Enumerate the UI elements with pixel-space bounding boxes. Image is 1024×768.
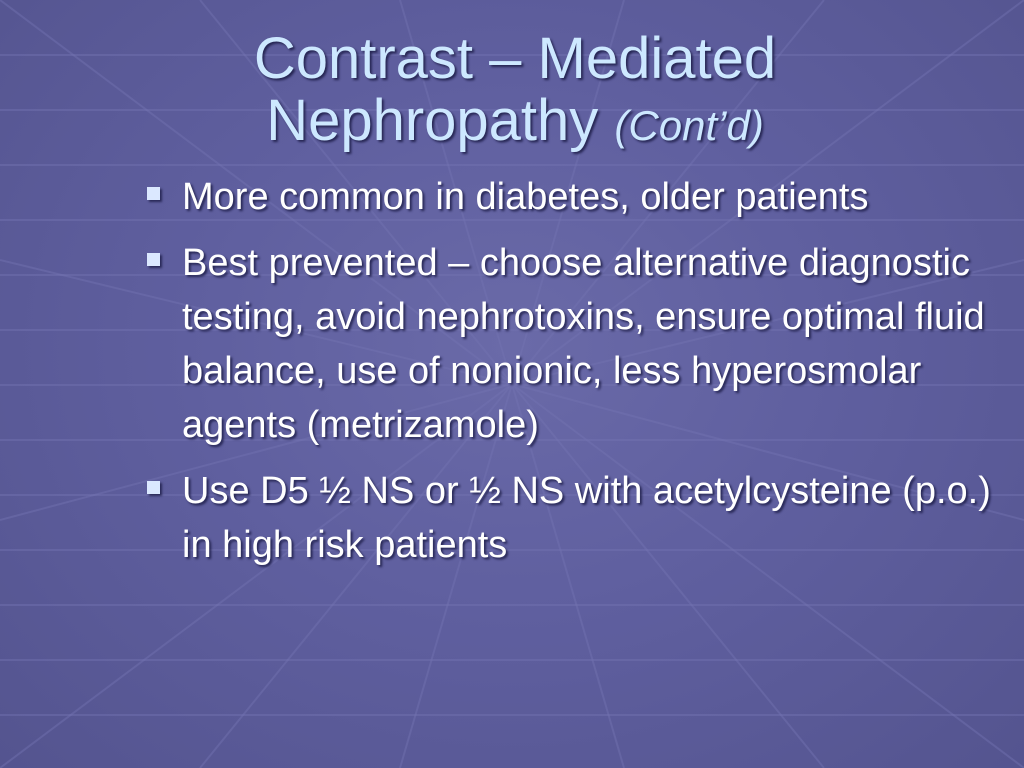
bullet-list <box>144 170 1014 584</box>
square-bullet-icon <box>147 187 160 200</box>
bullet-item <box>144 170 1014 224</box>
title-line-1: Contrast – Mediated <box>253 26 777 91</box>
slide-title <box>140 28 890 157</box>
bullet-item <box>144 464 1014 572</box>
bullet-text: Best prevented – choose alternative diagnostic testing, avoid nephrotoxins, ensure optimal fluid balance, use of nonionic, less hyperosmolar agents (metrizamole) <box>182 242 985 446</box>
bullet-text: Use D5 ½ NS or ½ NS with acetylcysteine (p.o.) in high risk patients <box>182 470 991 566</box>
square-bullet-icon <box>147 253 160 266</box>
title-line-2: Nephropathy <box>266 88 615 153</box>
bullet-text: More common in diabetes, older patients <box>182 176 869 218</box>
bullet-item <box>144 236 1014 452</box>
square-bullet-icon <box>147 481 160 494</box>
title-continued-label: (Cont’d) <box>614 102 764 149</box>
